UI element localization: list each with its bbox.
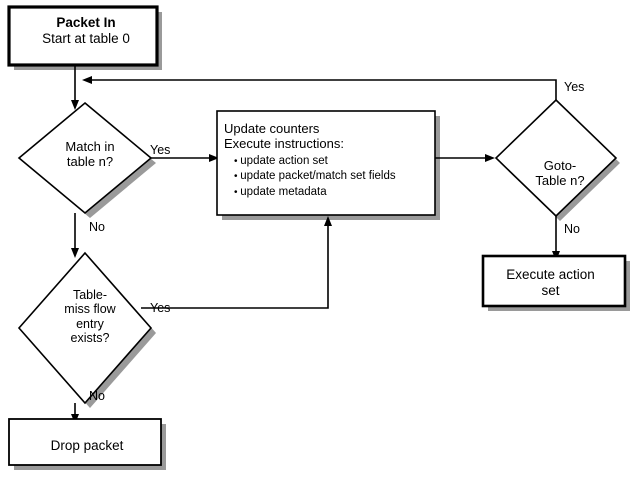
drop-node-shape (9, 419, 161, 465)
start-node-shape (9, 7, 157, 65)
start-node-subtitle: Start at table 0 (42, 30, 130, 46)
tablemiss-node-line3: entry (76, 316, 104, 331)
execute-node-line1: Execute action (506, 267, 595, 282)
update-node-line2: Execute instructions: (224, 136, 344, 152)
update-node-line1: Update counters (224, 121, 320, 136)
drop-node-text: Drop packet (50, 438, 124, 453)
match-node-line1: Match in (65, 139, 115, 154)
edge-label-goto-yes: Yes (564, 80, 585, 94)
update-node-shape (217, 111, 435, 215)
update-node-bullet-1: • update action set (234, 154, 436, 170)
execute-node-line2: set (541, 282, 560, 298)
goto-node-shape (496, 100, 616, 216)
edge-label-match-yes: Yes (150, 143, 171, 157)
tablemiss-node-line2: miss flow (64, 302, 116, 317)
update-node-bullet-2: • update packet/match set fields (234, 169, 436, 185)
edge-label-match-no: No (89, 220, 105, 234)
tablemiss-node-line4: exists? (70, 331, 110, 346)
edge-label-tablemiss-no: No (89, 389, 105, 403)
execute-node-shape (483, 256, 625, 306)
goto-node-line2: Table n? (535, 173, 585, 189)
edge-label-goto-no: No (564, 222, 580, 236)
start-node-title: Packet In (56, 15, 116, 30)
tablemiss-node-shape (19, 253, 151, 403)
update-node-bullet-3: • update metadata (234, 185, 436, 201)
goto-node-line1: Goto- (543, 158, 577, 173)
tablemiss-node-line1: Table- (72, 288, 108, 302)
match-node-shape (19, 103, 151, 213)
match-node-line2: table n? (66, 154, 114, 170)
edge-label-tablemiss-yes: Yes (150, 301, 171, 315)
